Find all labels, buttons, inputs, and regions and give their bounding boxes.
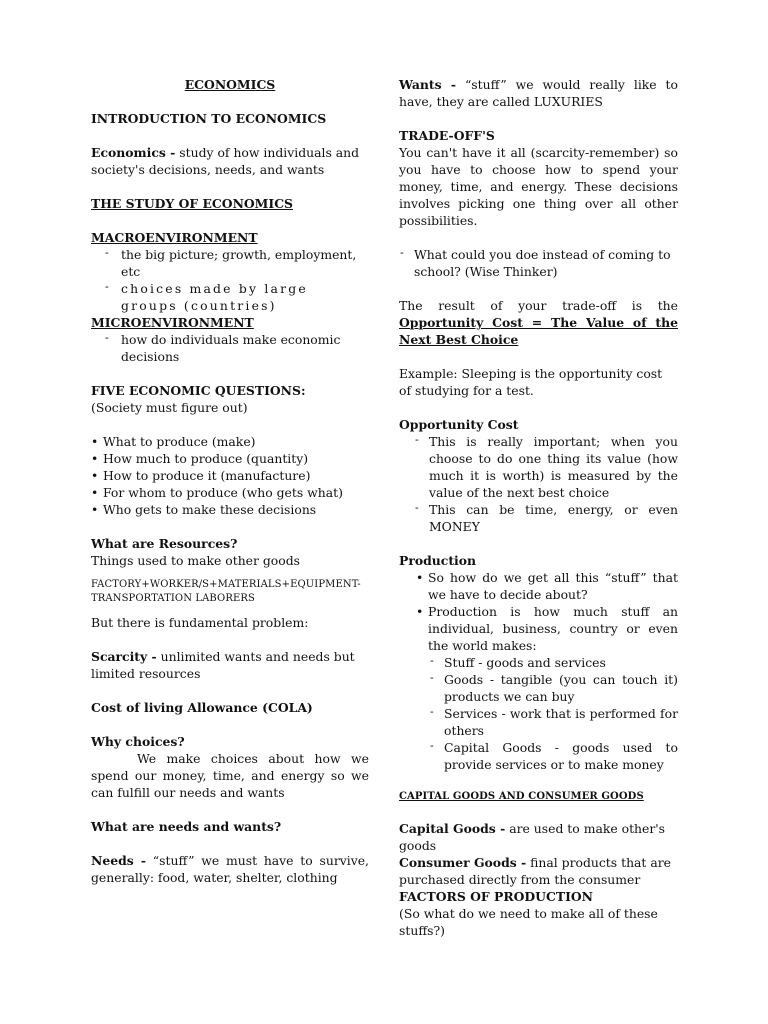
wants-term: Wants - xyxy=(399,77,457,92)
macro-list xyxy=(91,246,369,314)
list-item: - Capital Goods - goods used to provide services or to make money xyxy=(399,739,678,773)
economics-term: Economics - xyxy=(91,145,176,160)
capital-goods-definition xyxy=(399,820,678,854)
five-questions-list xyxy=(91,433,369,518)
resources-text: Things used to make other goods xyxy=(91,553,301,568)
needs-term: Needs - xyxy=(91,853,147,868)
needs-def: “stuff” we must have to survive, generally: food, water, shelter, clothing xyxy=(91,853,369,885)
list-item: • What to produce (make) xyxy=(91,433,369,450)
result-bold: Opportunity Cost = The Value of the Next Best Choice xyxy=(399,315,678,347)
list-item: - Services - work that is performed for others xyxy=(399,705,678,739)
left-column xyxy=(91,76,369,886)
consumer-goods-term: Consumer Goods - xyxy=(399,855,527,870)
macro-heading: MACROENVIRONMENT xyxy=(91,230,258,245)
list-item: • Production is how much stuff an individual, business, country or even the world makes: xyxy=(399,603,678,654)
scarcity-definition xyxy=(91,648,369,682)
list-item: - This is really important; when you choose to do one thing its value (how much it is worth) is measured by the value of the next best choice xyxy=(399,433,678,501)
list-item: • How to produce it (manufacture) xyxy=(91,467,369,484)
list-item: • For whom to produce (who gets what) xyxy=(91,484,369,501)
production-sublist xyxy=(399,654,678,773)
study-heading: THE STUDY OF ECONOMICS xyxy=(91,196,294,211)
list-item: - choices made by large groups (countries) xyxy=(91,280,369,314)
cola-heading: Cost of living Allowance (COLA) xyxy=(91,700,313,715)
five-questions-heading: FIVE ECONOMIC QUESTIONS: xyxy=(91,383,306,398)
opportunity-cost-heading: Opportunity Cost xyxy=(399,417,519,432)
list-item: • Who gets to make these decisions xyxy=(91,501,369,518)
tradeoff-text: You can't have it all (scarcity-remember) so you have to choose how to spend your money, time, and energy. These decisions involves picking one thing over all other possibilities. xyxy=(399,145,678,228)
result-lead: The result of your trade-off is the xyxy=(399,298,678,313)
capital-consumer-heading: CAPITAL GOODS AND CONSUMER GOODS xyxy=(399,791,644,802)
list-item: - This can be time, energy, or even MONEY xyxy=(399,501,678,535)
capital-goods-def: are used to make other's goods xyxy=(399,821,666,853)
scarcity-term: Scarcity - xyxy=(91,649,157,664)
tradeoff-heading: TRADE-OFF'S xyxy=(399,128,495,143)
wants-def: “stuff” we would really like to have, they are called LUXURIES xyxy=(399,77,678,109)
micro-list xyxy=(91,331,369,365)
production-list xyxy=(399,569,678,654)
factors-heading: FACTORS OF PRODUCTION xyxy=(399,889,593,904)
list-item: - how do individuals make economic decisions xyxy=(91,331,369,365)
opportunity-cost-list xyxy=(399,433,678,535)
capital-goods-term: Capital Goods - xyxy=(399,821,506,836)
list-item: - Goods - tangible (you can touch it) products we can buy xyxy=(399,671,678,705)
economics-def: study of how individuals and society's decisions, needs, and wants xyxy=(91,145,360,177)
consumer-goods-definition xyxy=(399,854,678,888)
list-item: • How much to produce (quantity) xyxy=(91,450,369,467)
intro-heading: INTRODUCTION TO ECONOMICS xyxy=(91,111,327,126)
choices-heading: Why choices? xyxy=(91,734,185,749)
consumer-goods-def: final products that are purchased directly from the consumer xyxy=(399,855,671,887)
scarcity-def: unlimited wants and needs but limited resources xyxy=(91,649,355,681)
list-item: • So how do we get all this “stuff” that we have to decide about? xyxy=(399,569,678,603)
factors-text: (So what do we need to make all of these stuffs?) xyxy=(399,906,658,938)
resources-list: FACTORY+WORKER/S+MATERIALS+EQUIPMENT-TRANSPORTATION LABORERS xyxy=(91,579,361,604)
list-item: - the big picture; growth, employment, etc xyxy=(91,246,369,280)
tradeoff-list xyxy=(399,246,678,280)
five-questions-note: (Society must figure out) xyxy=(91,400,248,415)
document-title: ECONOMICS xyxy=(184,77,276,92)
right-column xyxy=(399,76,678,939)
production-heading: Production xyxy=(399,553,477,568)
list-item: - What could you doe instead of coming to school? (Wise Thinker) xyxy=(399,246,678,280)
micro-heading: MICROENVIRONMENT xyxy=(91,315,254,330)
list-item: - Stuff - goods and services xyxy=(399,654,678,671)
needs-definition xyxy=(91,852,369,886)
example-text: Example: Sleeping is the opportunity cost of studying for a test. xyxy=(399,366,663,398)
choices-text: We make choices about how we spend our money, time, and energy so we can fulfill our needs and wants xyxy=(91,751,369,800)
problem-text: But there is fundamental problem: xyxy=(91,615,309,630)
needs-wants-heading: What are needs and wants? xyxy=(91,819,282,834)
wants-definition xyxy=(399,76,678,110)
resources-heading: What are Resources? xyxy=(91,536,238,551)
economics-definition xyxy=(91,144,369,178)
result-text xyxy=(399,297,678,348)
